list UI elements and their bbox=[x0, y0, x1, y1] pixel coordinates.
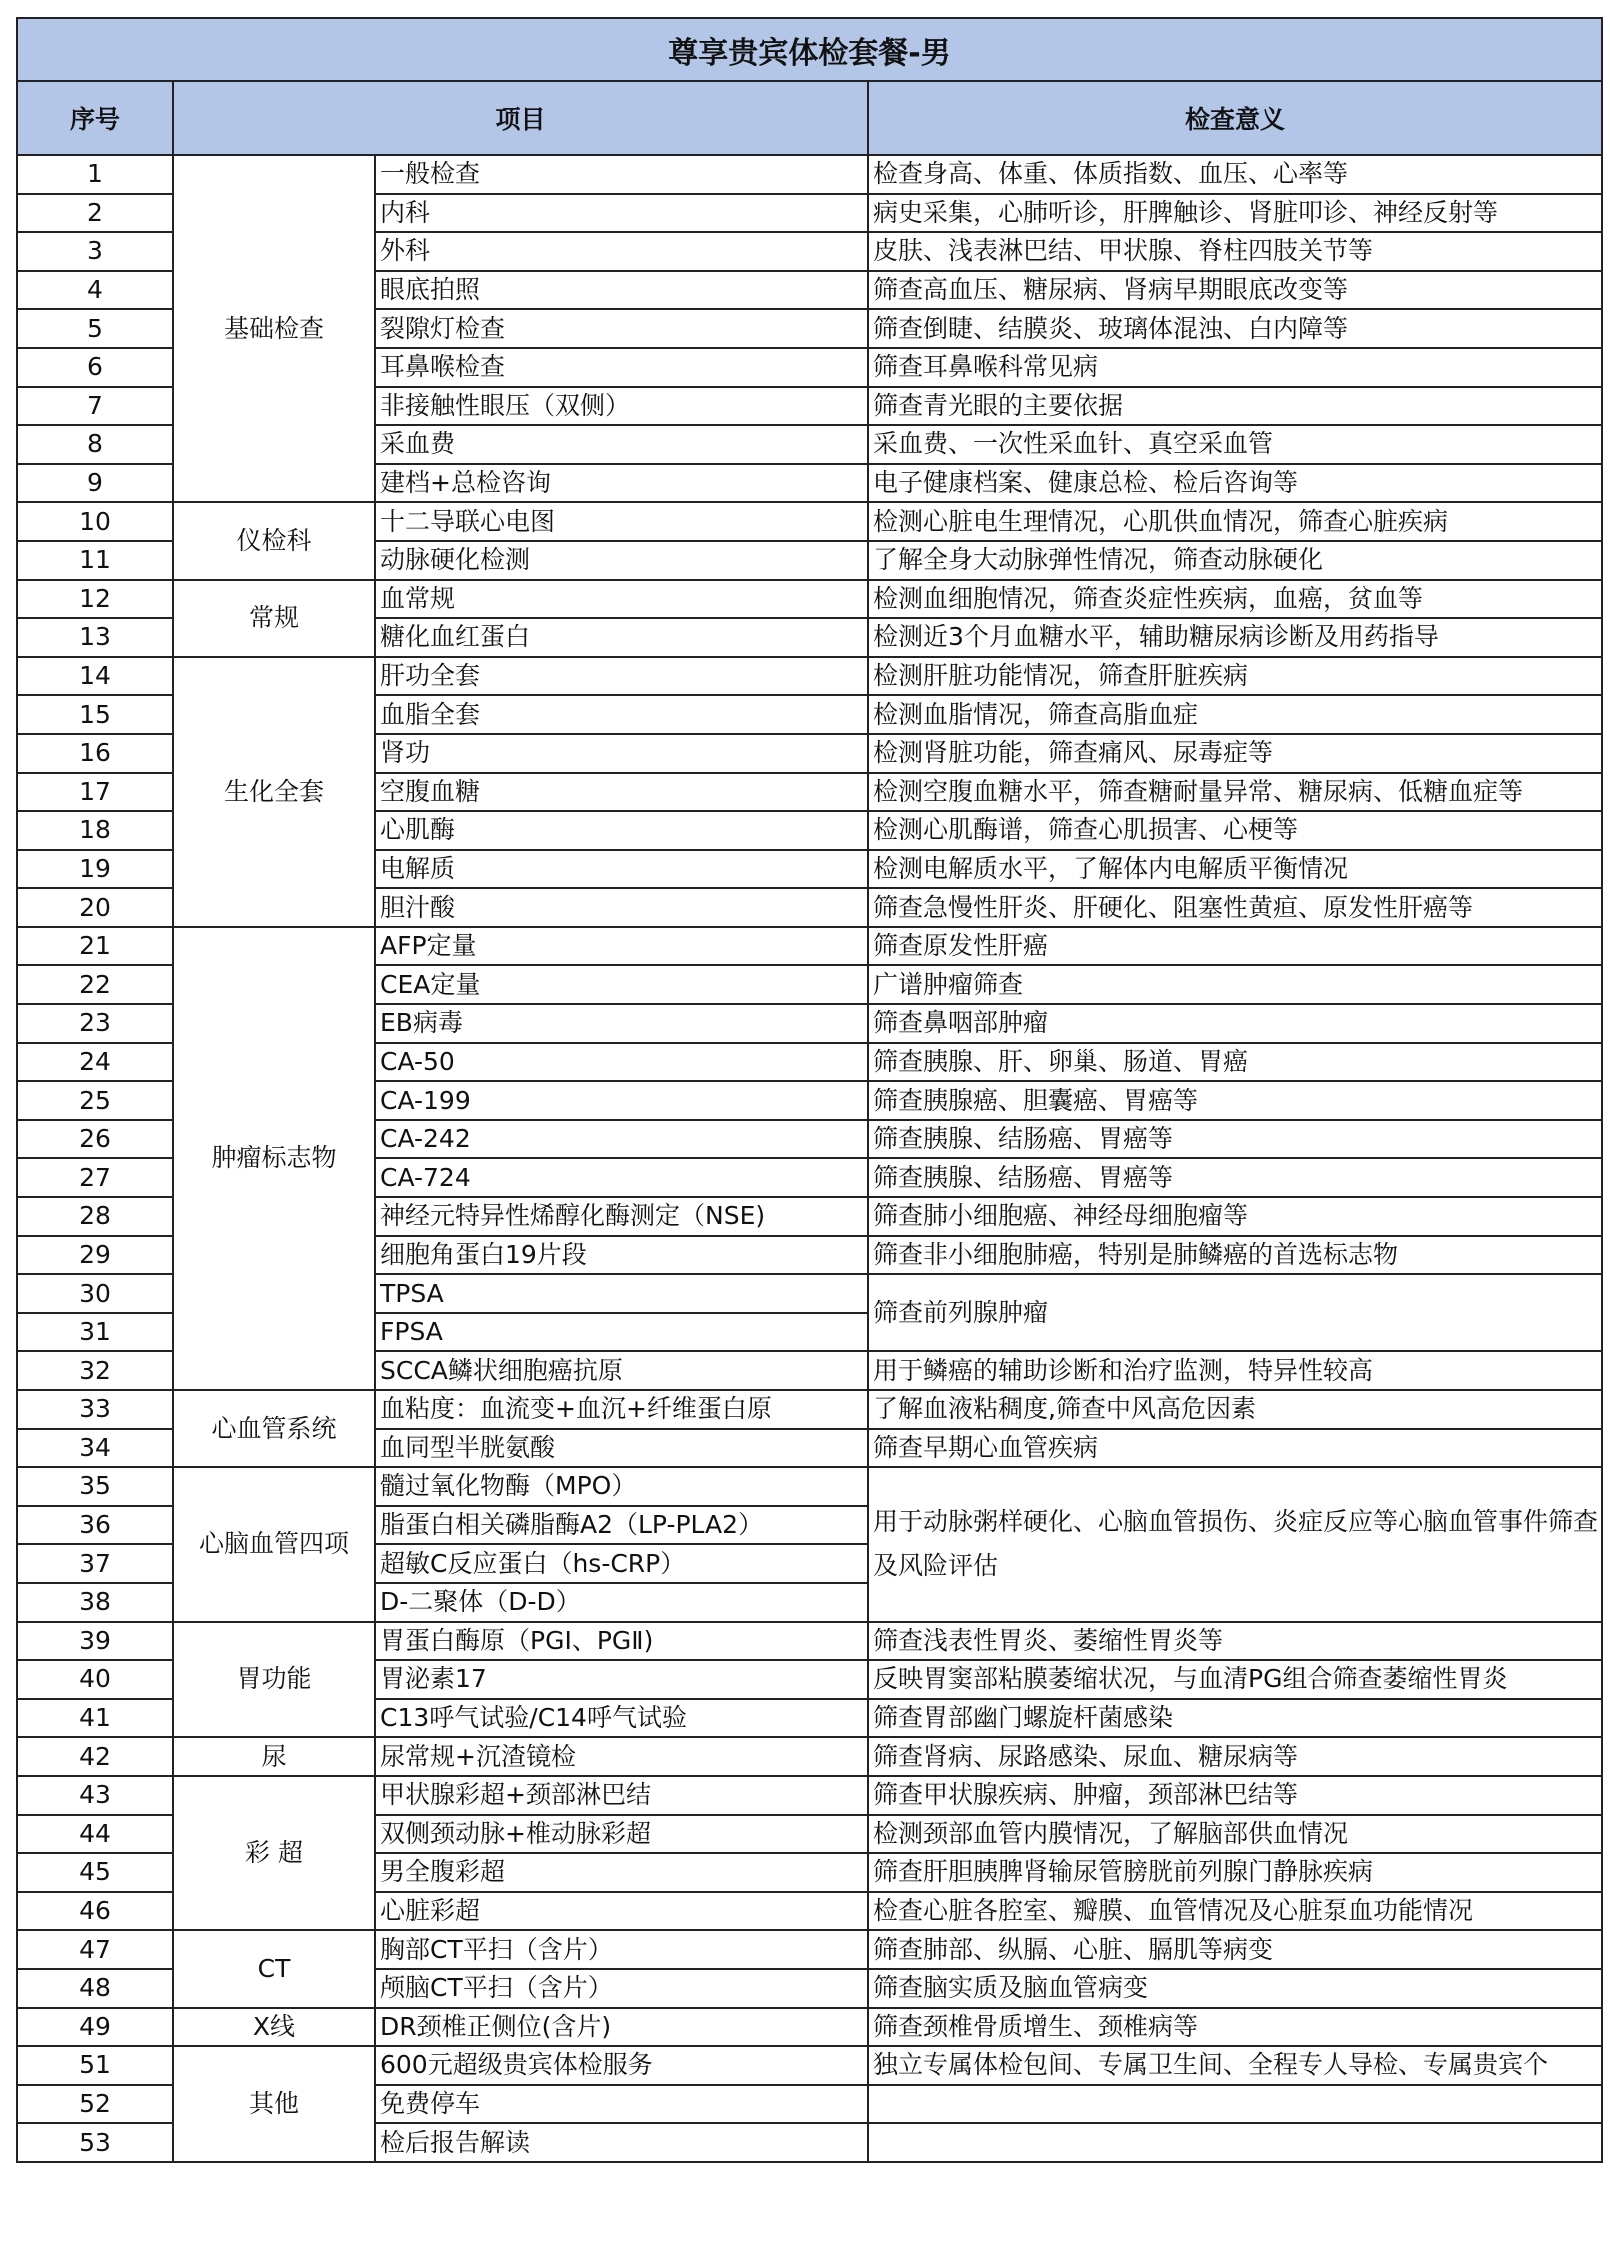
package-table bbox=[16, 17, 1603, 2163]
meaning-cell: 筛查耳鼻喉科常见病 bbox=[868, 348, 1602, 387]
meaning-cell: 病史采集，心肺听诊，肝脾触诊、肾脏叩诊、神经反射等 bbox=[868, 194, 1602, 233]
item-cell: 血常规 bbox=[375, 580, 868, 619]
row-number: 48 bbox=[17, 1969, 173, 2008]
category-cell: 尿 bbox=[173, 1737, 375, 1776]
meaning-cell: 了解全身大动脉弹性情况，筛查动脉硬化 bbox=[868, 541, 1602, 580]
item-cell: 细胞角蛋白19片段 bbox=[375, 1236, 868, 1275]
meaning-cell: 筛查胰腺、结肠癌、胃癌等 bbox=[868, 1120, 1602, 1159]
meaning-cell: 检测血脂情况，筛查高脂血症 bbox=[868, 695, 1602, 734]
category-cell: 肿瘤标志物 bbox=[173, 927, 375, 1390]
meaning-cell: 筛查甲状腺疾病、肿瘤，颈部淋巴结等 bbox=[868, 1776, 1602, 1815]
item-cell: CA-50 bbox=[375, 1043, 868, 1082]
item-cell: AFP定量 bbox=[375, 927, 868, 966]
table-title: 尊享贵宾体检套餐-男 bbox=[17, 18, 1602, 81]
table-row bbox=[17, 2046, 1602, 2085]
item-cell: C13呼气试验/C14呼气试验 bbox=[375, 1699, 868, 1738]
item-cell: 尿常规+沉渣镜检 bbox=[375, 1737, 868, 1776]
row-number: 52 bbox=[17, 2085, 173, 2124]
row-number: 6 bbox=[17, 348, 173, 387]
row-number: 13 bbox=[17, 618, 173, 657]
item-cell: 胆汁酸 bbox=[375, 888, 868, 927]
meaning-cell: 用于鳞癌的辅助诊断和治疗监测，特异性较高 bbox=[868, 1351, 1602, 1390]
item-cell: 免费停车 bbox=[375, 2085, 868, 2124]
item-cell: 颅脑CT平扫（含片） bbox=[375, 1969, 868, 2008]
category-cell: 仪检科 bbox=[173, 502, 375, 579]
item-cell: 耳鼻喉检查 bbox=[375, 348, 868, 387]
row-number: 37 bbox=[17, 1544, 173, 1583]
row-number: 9 bbox=[17, 464, 173, 503]
meaning-cell: 检测颈部血管内膜情况，了解脑部供血情况 bbox=[868, 1815, 1602, 1854]
row-number: 33 bbox=[17, 1390, 173, 1429]
table-row bbox=[17, 1776, 1602, 1815]
item-cell: 肝功全套 bbox=[375, 657, 868, 696]
category-cell: 心血管系统 bbox=[173, 1390, 375, 1467]
meaning-cell: 筛查肺部、纵膈、心脏、膈肌等病变 bbox=[868, 1930, 1602, 1969]
meaning-cell: 广谱肿瘤筛查 bbox=[868, 965, 1602, 1004]
header-item: 项目 bbox=[173, 81, 868, 155]
item-cell: 采血费 bbox=[375, 425, 868, 464]
row-number: 31 bbox=[17, 1313, 173, 1352]
item-cell: CA-724 bbox=[375, 1158, 868, 1197]
category-cell: 基础检查 bbox=[173, 155, 375, 502]
meaning-cell: 独立专属体检包间、专属卫生间、全程专人导检、专属贵宾个 bbox=[868, 2046, 1602, 2085]
row-number: 51 bbox=[17, 2046, 173, 2085]
meaning-cell: 筛查前列腺肿瘤 bbox=[868, 1274, 1602, 1351]
row-number: 8 bbox=[17, 425, 173, 464]
item-cell: 神经元特异性烯醇化酶测定（NSE) bbox=[375, 1197, 868, 1236]
category-cell: 心脑血管四项 bbox=[173, 1467, 375, 1621]
row-number: 24 bbox=[17, 1043, 173, 1082]
meaning-cell: 筛查早期心血管疾病 bbox=[868, 1429, 1602, 1468]
table-row bbox=[17, 1467, 1602, 1506]
category-cell: 胃功能 bbox=[173, 1622, 375, 1738]
meaning-cell: 筛查倒睫、结膜炎、玻璃体混浊、白内障等 bbox=[868, 309, 1602, 348]
row-number: 5 bbox=[17, 309, 173, 348]
meaning-cell: 检测心脏电生理情况，心肌供血情况，筛查心脏疾病 bbox=[868, 502, 1602, 541]
meaning-cell: 检查心脏各腔室、瓣膜、血管情况及心脏泵血功能情况 bbox=[868, 1892, 1602, 1931]
row-number: 21 bbox=[17, 927, 173, 966]
item-cell: 空腹血糖 bbox=[375, 773, 868, 812]
meaning-cell: 筛查非小细胞肺癌，特别是肺鳞癌的首选标志物 bbox=[868, 1236, 1602, 1275]
row-number: 40 bbox=[17, 1660, 173, 1699]
meaning-cell: 筛查肾病、尿路感染、尿血、糖尿病等 bbox=[868, 1737, 1602, 1776]
row-number: 46 bbox=[17, 1892, 173, 1931]
row-number: 20 bbox=[17, 888, 173, 927]
row-number: 12 bbox=[17, 580, 173, 619]
item-cell: 胃蛋白酶原（PGⅠ、PGⅡ) bbox=[375, 1622, 868, 1661]
row-number: 26 bbox=[17, 1120, 173, 1159]
row-number: 44 bbox=[17, 1815, 173, 1854]
meaning-cell: 筛查颈椎骨质增生、颈椎病等 bbox=[868, 2008, 1602, 2047]
meaning-cell: 筛查胰腺癌、胆囊癌、胃癌等 bbox=[868, 1081, 1602, 1120]
row-number: 45 bbox=[17, 1853, 173, 1892]
item-cell: D-二聚体（D-D） bbox=[375, 1583, 868, 1622]
item-cell: 胸部CT平扫（含片） bbox=[375, 1930, 868, 1969]
row-number: 53 bbox=[17, 2123, 173, 2162]
category-cell: CT bbox=[173, 1930, 375, 2007]
meaning-cell: 检查身高、体重、体质指数、血压、心率等 bbox=[868, 155, 1602, 194]
header-meaning: 检查意义 bbox=[868, 81, 1602, 155]
meaning-cell: 检测肾脏功能，筛查痛风、尿毒症等 bbox=[868, 734, 1602, 773]
meaning-cell: 筛查胰腺、肝、卵巢、肠道、胃癌 bbox=[868, 1043, 1602, 1082]
table-row bbox=[17, 580, 1602, 619]
meaning-cell: 筛查鼻咽部肿瘤 bbox=[868, 1004, 1602, 1043]
table-row bbox=[17, 927, 1602, 966]
row-number: 2 bbox=[17, 194, 173, 233]
meaning-cell: 检测近3个月血糖水平，辅助糖尿病诊断及用药指导 bbox=[868, 618, 1602, 657]
meaning-cell: 筛查原发性肝癌 bbox=[868, 927, 1602, 966]
row-number: 18 bbox=[17, 811, 173, 850]
table-row bbox=[17, 1737, 1602, 1776]
row-number: 15 bbox=[17, 695, 173, 734]
meaning-cell: 采血费、一次性采血针、真空采血管 bbox=[868, 425, 1602, 464]
row-number: 35 bbox=[17, 1467, 173, 1506]
category-cell: X线 bbox=[173, 2008, 375, 2047]
meaning-cell: 筛查脑实质及脑血管病变 bbox=[868, 1969, 1602, 2008]
item-cell: 非接触性眼压（双侧） bbox=[375, 387, 868, 426]
item-cell: 动脉硬化检测 bbox=[375, 541, 868, 580]
meaning-cell: 筛查浅表性胃炎、萎缩性胃炎等 bbox=[868, 1622, 1602, 1661]
item-cell: 血同型半胱氨酸 bbox=[375, 1429, 868, 1468]
item-cell: 600元超级贵宾体检服务 bbox=[375, 2046, 868, 2085]
item-cell: 裂隙灯检查 bbox=[375, 309, 868, 348]
item-cell: CA-199 bbox=[375, 1081, 868, 1120]
category-cell: 生化全套 bbox=[173, 657, 375, 927]
item-cell: 心脏彩超 bbox=[375, 1892, 868, 1931]
row-number: 49 bbox=[17, 2008, 173, 2047]
item-cell: 内科 bbox=[375, 194, 868, 233]
meaning-cell: 检测空腹血糖水平，筛查糖耐量异常、糖尿病、低糖血症等 bbox=[868, 773, 1602, 812]
item-cell: 外科 bbox=[375, 232, 868, 271]
item-cell: DR颈椎正侧位(含片) bbox=[375, 2008, 868, 2047]
row-number: 47 bbox=[17, 1930, 173, 1969]
row-number: 23 bbox=[17, 1004, 173, 1043]
table-row bbox=[17, 502, 1602, 541]
category-cell: 其他 bbox=[173, 2046, 375, 2162]
item-cell: 胃泌素17 bbox=[375, 1660, 868, 1699]
table-row bbox=[17, 657, 1602, 696]
meaning-cell: 筛查青光眼的主要依据 bbox=[868, 387, 1602, 426]
row-number: 16 bbox=[17, 734, 173, 773]
item-cell: 一般检查 bbox=[375, 155, 868, 194]
meaning-cell: 筛查胃部幽门螺旋杆菌感染 bbox=[868, 1699, 1602, 1738]
item-cell: 脂蛋白相关磷脂酶A2（LP-PLA2） bbox=[375, 1506, 868, 1545]
row-number: 11 bbox=[17, 541, 173, 580]
row-number: 43 bbox=[17, 1776, 173, 1815]
item-cell: CEA定量 bbox=[375, 965, 868, 1004]
table-row bbox=[17, 1390, 1602, 1429]
item-cell: CA-242 bbox=[375, 1120, 868, 1159]
item-cell: 双侧颈动脉+椎动脉彩超 bbox=[375, 1815, 868, 1854]
row-number: 14 bbox=[17, 657, 173, 696]
meaning-cell: 用于动脉粥样硬化、心脑血管损伤、炎症反应等心脑血管事件筛查及风险评估 bbox=[868, 1467, 1602, 1621]
item-cell: 糖化血红蛋白 bbox=[375, 618, 868, 657]
item-cell: TPSA bbox=[375, 1274, 868, 1313]
item-cell: 心肌酶 bbox=[375, 811, 868, 850]
item-cell: 眼底拍照 bbox=[375, 271, 868, 310]
row-number: 19 bbox=[17, 850, 173, 889]
row-number: 32 bbox=[17, 1351, 173, 1390]
meaning-cell: 筛查肺小细胞癌、神经母细胞瘤等 bbox=[868, 1197, 1602, 1236]
table-row bbox=[17, 1622, 1602, 1661]
category-cell: 常规 bbox=[173, 580, 375, 657]
item-cell: 肾功 bbox=[375, 734, 868, 773]
meaning-cell: 筛查高血压、糖尿病、肾病早期眼底改变等 bbox=[868, 271, 1602, 310]
item-cell: EB病毒 bbox=[375, 1004, 868, 1043]
meaning-cell: 检测心肌酶谱，筛查心肌损害、心梗等 bbox=[868, 811, 1602, 850]
meaning-cell: 检测血细胞情况，筛查炎症性疾病，血癌，贫血等 bbox=[868, 580, 1602, 619]
table-row bbox=[17, 1930, 1602, 1969]
row-number: 36 bbox=[17, 1506, 173, 1545]
meaning-cell: 筛查肝胆胰脾肾输尿管膀胱前列腺门静脉疾病 bbox=[868, 1853, 1602, 1892]
table-row bbox=[17, 2008, 1602, 2047]
row-number: 29 bbox=[17, 1236, 173, 1275]
row-number: 39 bbox=[17, 1622, 173, 1661]
meaning-cell: 反映胃窦部粘膜萎缩状况，与血清PG组合筛查萎缩性胃炎 bbox=[868, 1660, 1602, 1699]
row-number: 34 bbox=[17, 1429, 173, 1468]
item-cell: 检后报告解读 bbox=[375, 2123, 868, 2162]
row-number: 4 bbox=[17, 271, 173, 310]
meaning-cell: 电子健康档案、健康总检、检后咨询等 bbox=[868, 464, 1602, 503]
meaning-cell bbox=[868, 2123, 1602, 2162]
row-number: 25 bbox=[17, 1081, 173, 1120]
meaning-cell: 筛查胰腺、结肠癌、胃癌等 bbox=[868, 1158, 1602, 1197]
meaning-cell: 筛查急慢性肝炎、肝硬化、阻塞性黄疸、原发性肝癌等 bbox=[868, 888, 1602, 927]
meaning-cell: 了解血液粘稠度,筛查中风高危因素 bbox=[868, 1390, 1602, 1429]
meaning-cell: 检测肝脏功能情况，筛查肝脏疾病 bbox=[868, 657, 1602, 696]
row-number: 41 bbox=[17, 1699, 173, 1738]
row-number: 10 bbox=[17, 502, 173, 541]
item-cell: FPSA bbox=[375, 1313, 868, 1352]
item-cell: 超敏C反应蛋白（hs-CRP） bbox=[375, 1544, 868, 1583]
category-cell: 彩 超 bbox=[173, 1776, 375, 1930]
row-number: 3 bbox=[17, 232, 173, 271]
row-number: 1 bbox=[17, 155, 173, 194]
row-number: 17 bbox=[17, 773, 173, 812]
item-cell: 髓过氧化物酶（MPO） bbox=[375, 1467, 868, 1506]
item-cell: 男全腹彩超 bbox=[375, 1853, 868, 1892]
row-number: 38 bbox=[17, 1583, 173, 1622]
item-cell: 血脂全套 bbox=[375, 695, 868, 734]
item-cell: 建档+总检咨询 bbox=[375, 464, 868, 503]
table-row bbox=[17, 155, 1602, 194]
header-no: 序号 bbox=[17, 81, 173, 155]
item-cell: SCCA鳞状细胞癌抗原 bbox=[375, 1351, 868, 1390]
meaning-cell: 检测电解质水平，了解体内电解质平衡情况 bbox=[868, 850, 1602, 889]
row-number: 42 bbox=[17, 1737, 173, 1776]
meaning-cell: 皮肤、浅表淋巴结、甲状腺、脊柱四肢关节等 bbox=[868, 232, 1602, 271]
item-cell: 电解质 bbox=[375, 850, 868, 889]
row-number: 7 bbox=[17, 387, 173, 426]
item-cell: 十二导联心电图 bbox=[375, 502, 868, 541]
item-cell: 血粘度：血流变+血沉+纤维蛋白原 bbox=[375, 1390, 868, 1429]
item-cell: 甲状腺彩超+颈部淋巴结 bbox=[375, 1776, 868, 1815]
row-number: 27 bbox=[17, 1158, 173, 1197]
row-number: 28 bbox=[17, 1197, 173, 1236]
row-number: 30 bbox=[17, 1274, 173, 1313]
meaning-cell bbox=[868, 2085, 1602, 2124]
row-number: 22 bbox=[17, 965, 173, 1004]
